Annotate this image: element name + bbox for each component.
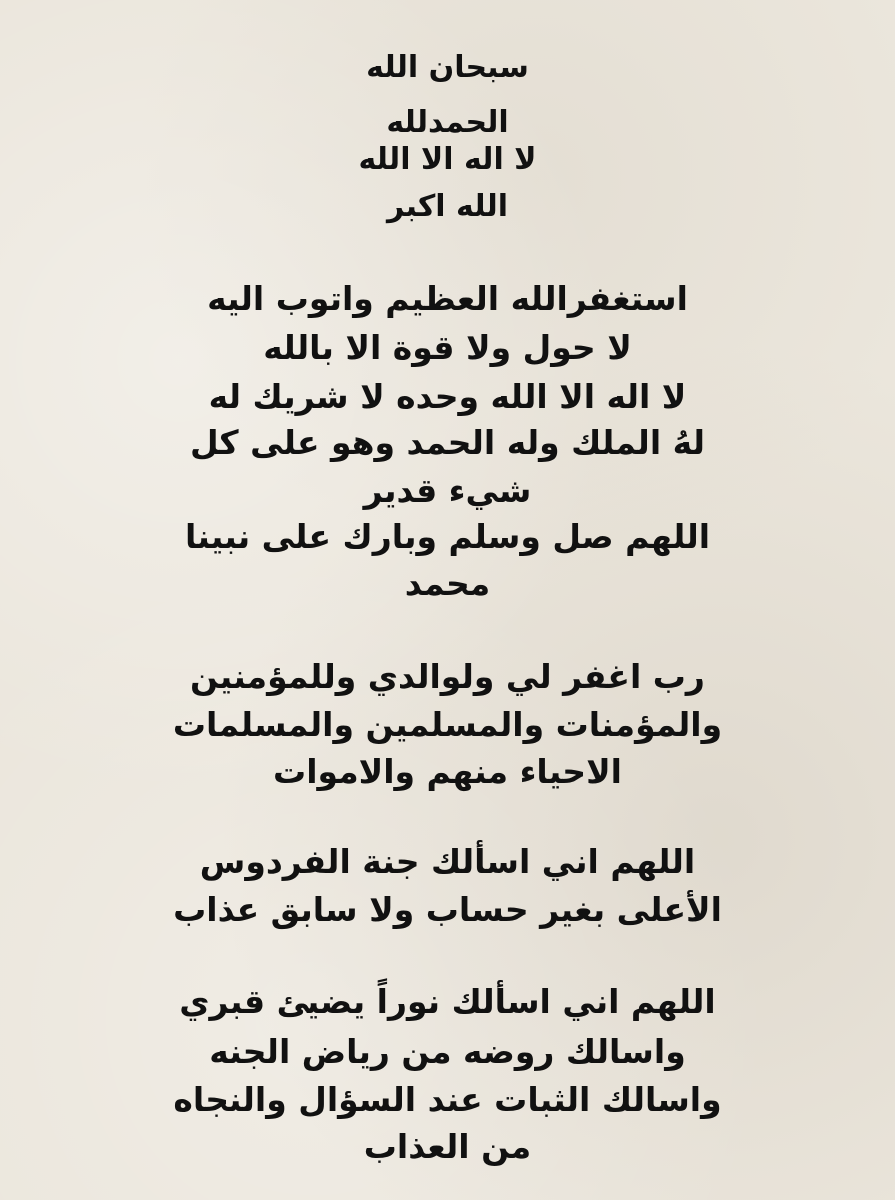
text-line: اللهم صل وسلم وبارك على نبينا [184, 517, 711, 556]
text-line: الله اكبر [386, 189, 509, 224]
text-line: سبحان الله [366, 50, 529, 85]
text-line: محمد [404, 564, 491, 603]
text-line: اللهم اني اسألك نوراً يضيئ قبري [179, 982, 716, 1021]
text-line: اللهم اني اسألك جنة الفردوس [199, 842, 696, 881]
text-line: الحمدلله [386, 105, 509, 140]
text-line: لا اله الا الله [358, 142, 537, 177]
text-line: واسالك روضه من رياض الجنه [209, 1032, 686, 1071]
text-line: شيء قدير [363, 471, 532, 510]
text-line: الاحياء منهم والاموات [273, 752, 622, 791]
text-line: استغفرالله العظيم واتوب اليه [207, 279, 688, 318]
text-line: واسالك الثبات عند السؤال والنجاه [173, 1080, 722, 1119]
text-line: لهُ الملك وله الحمد وهو على كل [189, 423, 706, 462]
text-line: رب اغفر لي ولوالدي وللمؤمنين [190, 657, 705, 696]
text-line: لا اله الا الله وحده لا شريك له [208, 377, 687, 416]
text-line: والمؤمنات والمسلمين والمسلمات [172, 705, 723, 744]
text-line: الأعلى بغير حساب ولا سابق عذاب [173, 890, 722, 929]
text-line: لا حول ولا قوة الا بالله [263, 328, 632, 367]
text-line: من العذاب [363, 1127, 532, 1166]
